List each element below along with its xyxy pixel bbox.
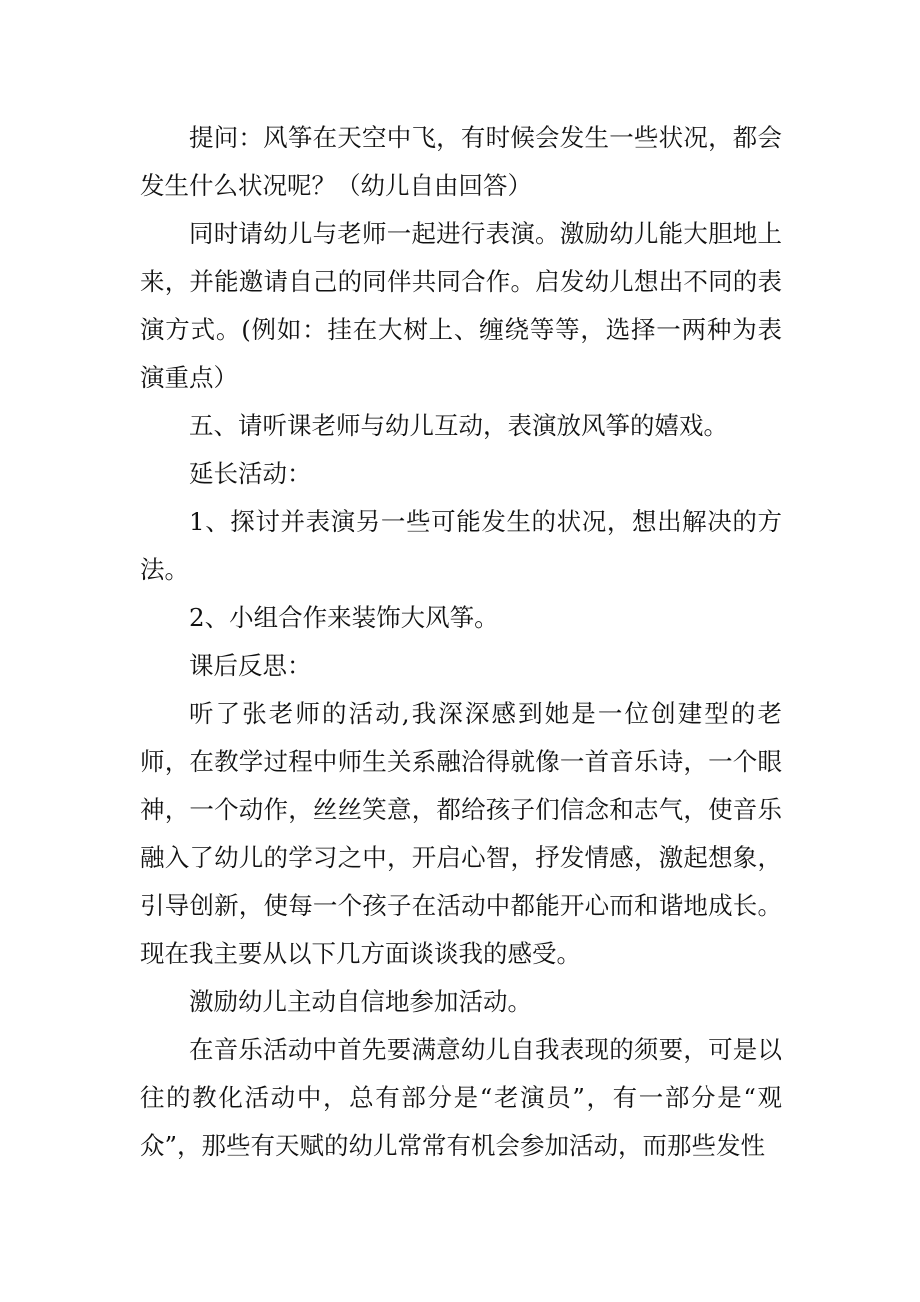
heading-reflection: 课后反思：: [189, 651, 312, 680]
paragraph-music-activity: 在音乐活动中首先要满意幼儿自我表现的须要，可是以往的教化活动中，总有部分是“老演员”，有一部分是“观众”，那些有天赋的幼儿常常有机会参加活动，而那些发性: [140, 1035, 782, 1160]
paragraph-reflection: 听了张老师的活动,我深深感到她是一位创建型的老师，在教学过程中师生关系融洽得就像一首音乐诗，一个眼神，一个动作，丝丝笑意，都给孩子们信念和志气，使音乐融入了幼儿的学习之中，开启心智，抒发情感，激起想象，引导创新，使每一个孩子在活动中都能开心而和谐地成长。现在我主要从以下几方面谈谈我的感受。: [140, 699, 782, 968]
paragraph-performance: 同时请幼儿与老师一起进行表演。激励幼儿能大胆地上来，并能邀请自己的同伴共同合作。启发幼儿想出不同的表演方式。(例如：挂在大树上、缠绕等等，选择一两种为表演重点）: [140, 219, 782, 392]
list-item-extension-2: 2、小组合作来装饰大风筝。: [189, 603, 499, 632]
paragraph-step-five: 五、请听课老师与幼儿互动，表演放风筝的嬉戏。: [189, 411, 728, 440]
heading-extension-activity: 延长活动：: [189, 459, 312, 488]
list-item-extension-1: 1、探讨并表演另一些可能发生的状况，想出解决的方法。: [140, 507, 782, 584]
heading-encourage-children: 激励幼儿主动自信地参加活动。: [189, 987, 532, 1016]
paragraph-question: 提问：风筝在天空中飞，有时候会发生一些状况，都会发生什么状况呢？（幼儿自由回答）: [140, 123, 782, 200]
document-body: [140, 114, 782, 1170]
